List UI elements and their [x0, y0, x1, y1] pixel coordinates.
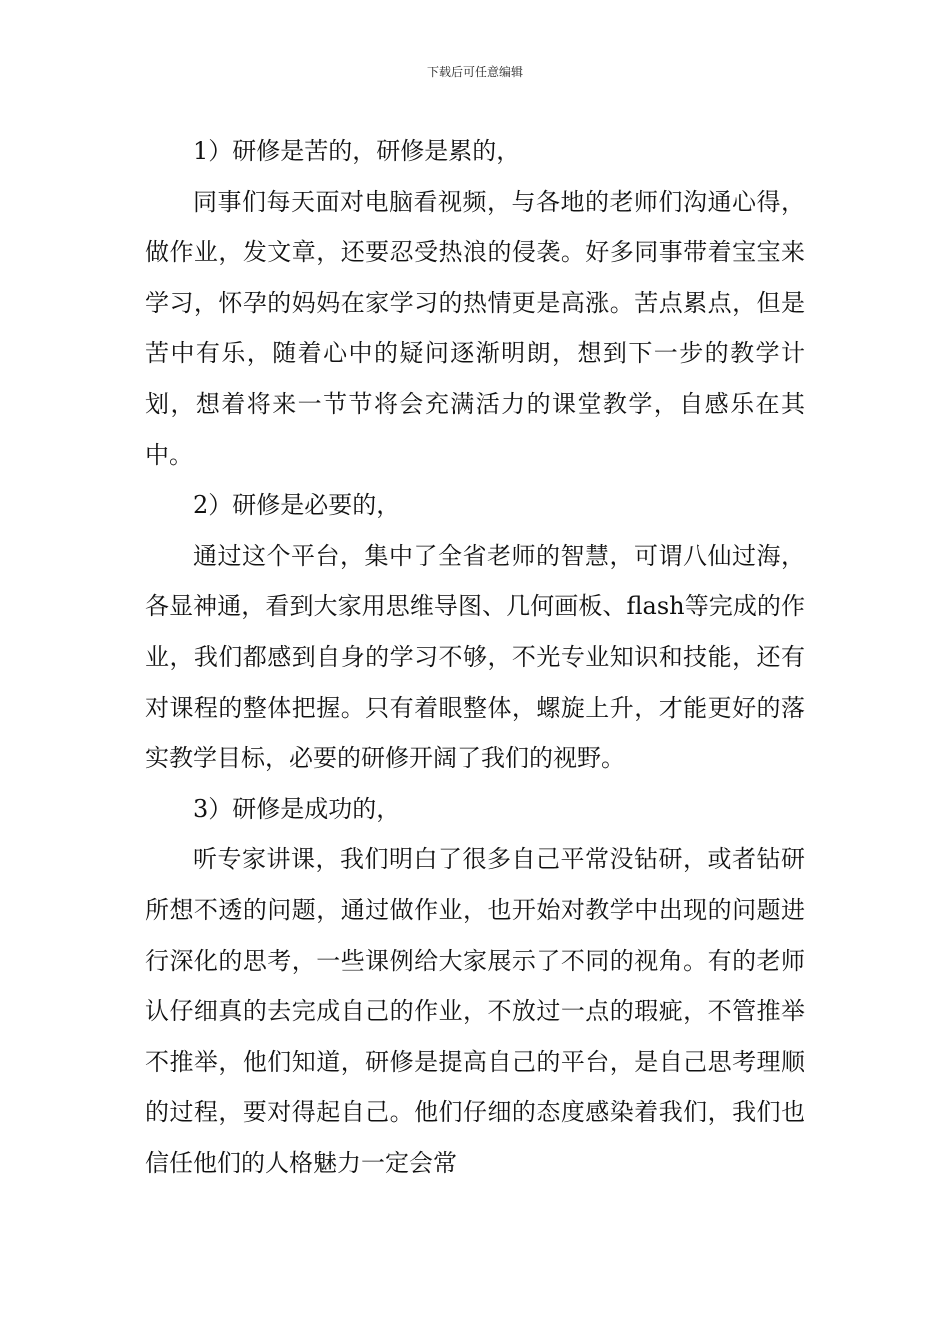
paragraph: 同事们每天面对电脑看视频，与各地的老师们沟通心得，做作业，发文章，还要忍受热浪的侵袭。好多同事带着宝宝来学习，怀孕的妈妈在家学习的热情更是高涨。苦点累点，但是苦中有乐，随着心中的疑问逐渐明朗，想到下一步的教学计划，想着将来一节节将会充满活力的课堂教学，自感乐在其中。 — [145, 187, 805, 469]
paragraph: 通过这个平台，集中了全省老师的智慧，可谓八仙过海，各显神通，看到大家用思维导图、几何画板、flash等完成的作业，我们都感到自身的学习不够，不光专业知识和技能，还有对课程的整体把握。只有着眼整体，螺旋上升，才能更好的落实教学目标，必要的研修开阔了我们的视野。 — [145, 541, 805, 773]
paragraph-heading-1: 1）研修是苦的，研修是累的， — [193, 137, 521, 165]
paragraph: 听专家讲课，我们明白了很多自己平常没钻研，或者钻研所想不透的问题，通过做作业，也开始对教学中出现的问题进行深化的思考，一些课例给大家展示了不同的视角。有的老师认仔细真的去完成自己的作业，不放过一点的瑕疵，不管推举不推举，他们知道，研修是提高自己的平台，是自己思考理顺的过程，要对得起自己。他们仔细的态度感染着我们，我们也信任他们的人格魅力一定会常 — [145, 845, 805, 1177]
paragraph-heading-2: 2）研修是必要的， — [193, 491, 401, 520]
paragraph-heading-3: 3）研修是成功的， — [193, 794, 401, 823]
page-header: 下载后可任意编辑 — [426, 65, 523, 79]
document-body — [145, 126, 805, 1188]
